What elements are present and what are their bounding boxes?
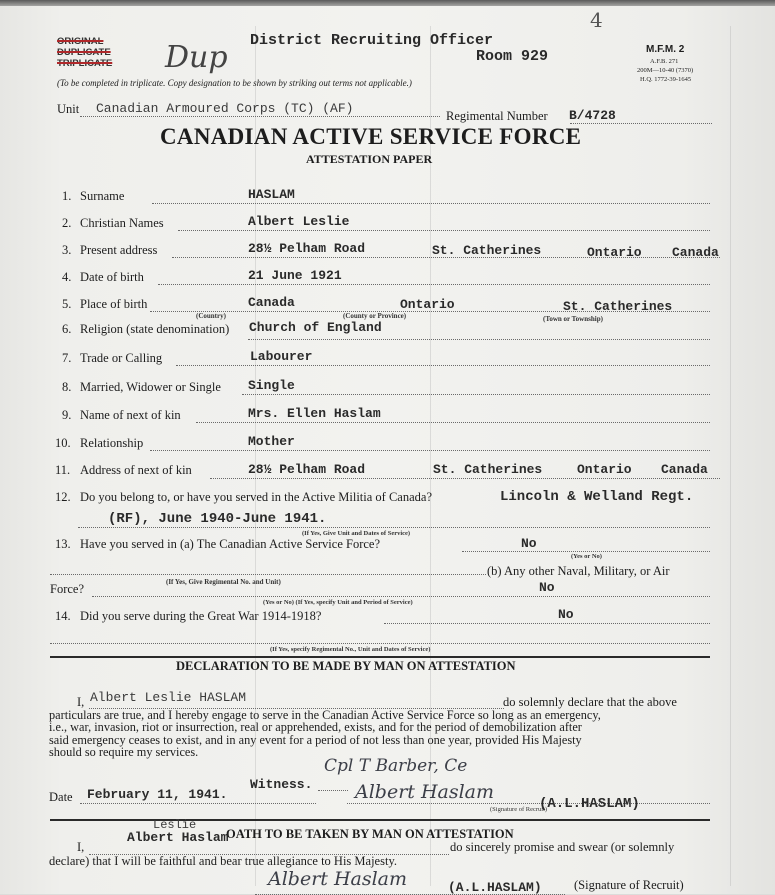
declaration-line3: i.e., war, invasion, riot or insurrection, real or apprehended, exists, and for the period of demobilization after — [49, 720, 582, 735]
dotted-fill-line — [176, 365, 710, 366]
fields-2-num: 3. — [62, 243, 72, 257]
form-code: M.F.M. 2 — [646, 44, 685, 55]
triplicate-instruction: (To be completed in triplicate. Copy designation to be shown by striking out terms not applicable.) — [57, 78, 412, 88]
fields-10-value: 28½ Pelham Road — [248, 462, 366, 477]
form-sub3: H.Q. 1772-39-1645 — [640, 76, 692, 83]
fields-11-value: Lincoln & Welland Regt. — [500, 489, 694, 505]
dotted-fill-line — [150, 450, 710, 451]
handwritten-dup: Dup — [165, 40, 228, 75]
fields-2-value4: Canada — [672, 245, 719, 260]
declaration-line2: particulars are true, and I hereby engage to serve in the Canadian Active Service Force so long as an emergency, — [49, 708, 601, 722]
dotted-fill-line — [178, 230, 710, 231]
section-divider — [50, 656, 710, 658]
fields-11-value_line2: (RF), June 1940-June 1941. — [108, 511, 327, 527]
fields-6-value: Labourer — [250, 349, 313, 364]
fields-1-label: Christian Names — [80, 216, 164, 230]
declaration-witness_label: Witness. — [250, 777, 313, 792]
oath-heading: OATH TO BE TAKEN BY MAN ON ATTESTATION — [226, 827, 514, 841]
fields-13-caption: (If Yes, specify Regimental No., Unit and Dates of Service) — [270, 646, 431, 653]
dotted-fill-line — [158, 284, 710, 285]
office-room: Room 929 — [476, 48, 549, 65]
fields-5-num: 6. — [62, 322, 72, 336]
oath-i_prefix: I, — [77, 840, 85, 854]
fields-4-num: 5. — [62, 297, 72, 311]
fields-0-num: 1. — [62, 189, 72, 203]
fields-7-label: Married, Widower or Single — [80, 380, 221, 394]
fields-5-label: Religion (state denomination) — [80, 322, 230, 336]
fields-10-label: Address of next of kin — [80, 463, 192, 477]
dotted-fill-line — [50, 574, 486, 575]
fields-12-label: Have you served in (a) The Canadian Active Service Force? — [80, 537, 380, 551]
fields-12-label_b: (b) Any other Naval, Military, or Air — [487, 564, 670, 578]
dotted-fill-line — [462, 551, 710, 552]
fields-4-value2: Ontario — [400, 297, 455, 312]
recruit-typed-name: (A.L.HASLAM) — [539, 796, 640, 812]
fields-5-value: Church of England — [249, 320, 382, 335]
fields-8-label: Name of next of kin — [80, 408, 181, 422]
fields-9-num: 10. — [55, 436, 71, 450]
declarant-name: Albert Leslie HASLAM — [90, 690, 247, 705]
oath-recruit-signature: Albert Haslam — [268, 868, 408, 890]
dotted-fill-line — [80, 803, 316, 804]
dotted-fill-line — [384, 623, 710, 624]
fields-13-label: Did you serve during the Great War 1914-1918? — [80, 609, 322, 623]
form-sub1: A.F.B. 271 — [650, 58, 679, 65]
fields-6-label: Trade or Calling — [80, 351, 163, 365]
fields-12-num: 13. — [55, 537, 71, 551]
regimental-number-label: Regimental Number — [446, 109, 548, 123]
unit-value: Canadian Armoured Corps (TC) (AF) — [96, 101, 354, 116]
fields-10-value3: Ontario — [577, 462, 632, 477]
fields-12-label_b2: Force? — [50, 582, 85, 596]
form-sub2: 200M—10-40 (7370) — [637, 67, 694, 74]
fields-3-label: Date of birth — [80, 270, 144, 284]
declaration-heading: DECLARATION TO BE MADE BY MAN ON ATTESTATION — [176, 659, 516, 673]
oath-name_overtype: Leslie — [153, 818, 197, 832]
oath-name: Albert Haslam — [127, 830, 229, 845]
fields-13-num: 14. — [55, 609, 71, 623]
fields-2-value2: St. Catherines — [432, 243, 542, 258]
office-line1: District Recruiting Officer — [250, 32, 494, 49]
surname-value: HASLAM — [248, 187, 295, 202]
regimental-number-value: B/4728 — [569, 108, 616, 123]
form-subtitle: ATTESTATION PAPER — [306, 152, 433, 166]
fields-8-value: Mrs. Ellen Haslam — [248, 406, 381, 421]
fields-8-num: 9. — [62, 408, 72, 422]
oath-line2: declare) that I will be faithful and bear true allegiance to His Majesty. — [49, 854, 398, 868]
fields-12-caption_yn: (Yes or No) — [571, 553, 602, 560]
copy-duplicate: DUPLICATE — [57, 47, 111, 58]
unit-label: Unit — [57, 102, 80, 116]
fields-3-value: 21 June 1921 — [248, 268, 342, 283]
fields-0-label: Surname — [80, 189, 125, 203]
attestation-paper — [0, 6, 775, 894]
copy-triplicate: TRIPLICATE — [57, 58, 113, 69]
declaration-body — [49, 709, 601, 758]
fields-9-label: Relationship — [80, 436, 144, 450]
fields-10-num: 11. — [55, 463, 71, 477]
fields-12-caption_reg: (If Yes, Give Regimental No. and Unit) — [166, 578, 281, 586]
fields-4-cap1: (Country) — [196, 312, 226, 320]
declaration-line5: should so require my services. — [49, 744, 199, 759]
dotted-fill-line — [196, 422, 710, 423]
fields-10-value4: Canada — [661, 462, 708, 477]
fields-7-value: Single — [248, 378, 295, 393]
declaration-text_end: do solemnly declare that the above — [503, 695, 677, 709]
dotted-fill-line — [80, 116, 440, 117]
declaration-line4: said emergency ceases to exist, and in any event for a period of not less than one year, provided His Majesty — [49, 732, 582, 747]
fields-2-label: Present address — [80, 243, 158, 257]
fold-crease — [730, 26, 731, 886]
fields-12-caption_b: (Yes or No) (If Yes, specify Unit and Period of Service) — [263, 599, 413, 606]
fields-7-num: 8. — [62, 380, 72, 394]
dotted-fill-line — [570, 123, 712, 124]
fields-10-value2: St. Catherines — [433, 462, 543, 477]
oath-sig_caption: (Signature of Recruit) — [574, 878, 684, 892]
fields-1-num: 2. — [62, 216, 72, 230]
attestation-date: February 11, 1941. — [87, 787, 228, 802]
fields-13-value: No — [558, 607, 574, 622]
copy-designation — [57, 36, 112, 69]
fields-11-label: Do you belong to, or have you served in the Active Militia of Canada? — [80, 490, 432, 504]
fields-4-cap3: (Town or Township) — [543, 315, 603, 323]
fields-4-label: Place of birth — [80, 297, 148, 311]
dotted-fill-line — [347, 803, 710, 804]
fields-6-num: 7. — [62, 351, 72, 365]
fields-11-num: 12. — [55, 490, 71, 504]
christian-names-value: Albert Leslie — [248, 214, 350, 229]
fields-4-cap2: (County or Province) — [343, 312, 407, 320]
copy-original: ORIGINAL — [57, 36, 104, 47]
dotted-fill-line — [318, 790, 348, 791]
fields-12-value_b: No — [539, 580, 555, 595]
witness-signature: Cpl T Barber, Ce — [324, 756, 468, 776]
declaration-i_prefix: I, — [77, 695, 85, 709]
fields-4-value3: St. Catherines — [563, 299, 673, 314]
fields-12-value: No — [521, 536, 537, 551]
dotted-fill-line — [92, 596, 710, 597]
fields-3-num: 4. — [62, 270, 72, 284]
oath-recruit-typed-name: (A.L.HASLAM) — [448, 880, 542, 895]
fields-4-value: Canada — [248, 295, 295, 310]
section-divider — [50, 819, 710, 821]
oath-text_end: do sincerely promise and swear (or solemnly — [450, 840, 675, 854]
fields-2-value: 28½ Pelham Road — [248, 241, 366, 256]
dotted-fill-line — [210, 478, 720, 479]
dotted-fill-line — [78, 527, 710, 528]
form-title: CANADIAN ACTIVE SERVICE FORCE — [160, 124, 582, 149]
dotted-fill-line — [50, 643, 710, 644]
fields-11-caption: (If Yes, Give Unit and Dates of Service) — [302, 530, 411, 537]
fields-2-value3: Ontario — [587, 245, 642, 260]
dotted-fill-line — [242, 394, 710, 395]
dotted-fill-line — [152, 203, 710, 204]
recruit-signature: Albert Haslam — [355, 781, 495, 803]
declaration-date_label: Date — [49, 790, 73, 804]
handwritten-page-number: 4 — [590, 8, 603, 32]
declaration-recruit_sig_caption: (Signature of Recruit) — [490, 806, 548, 813]
fields-9-value: Mother — [248, 434, 295, 449]
dotted-fill-line — [248, 339, 710, 340]
